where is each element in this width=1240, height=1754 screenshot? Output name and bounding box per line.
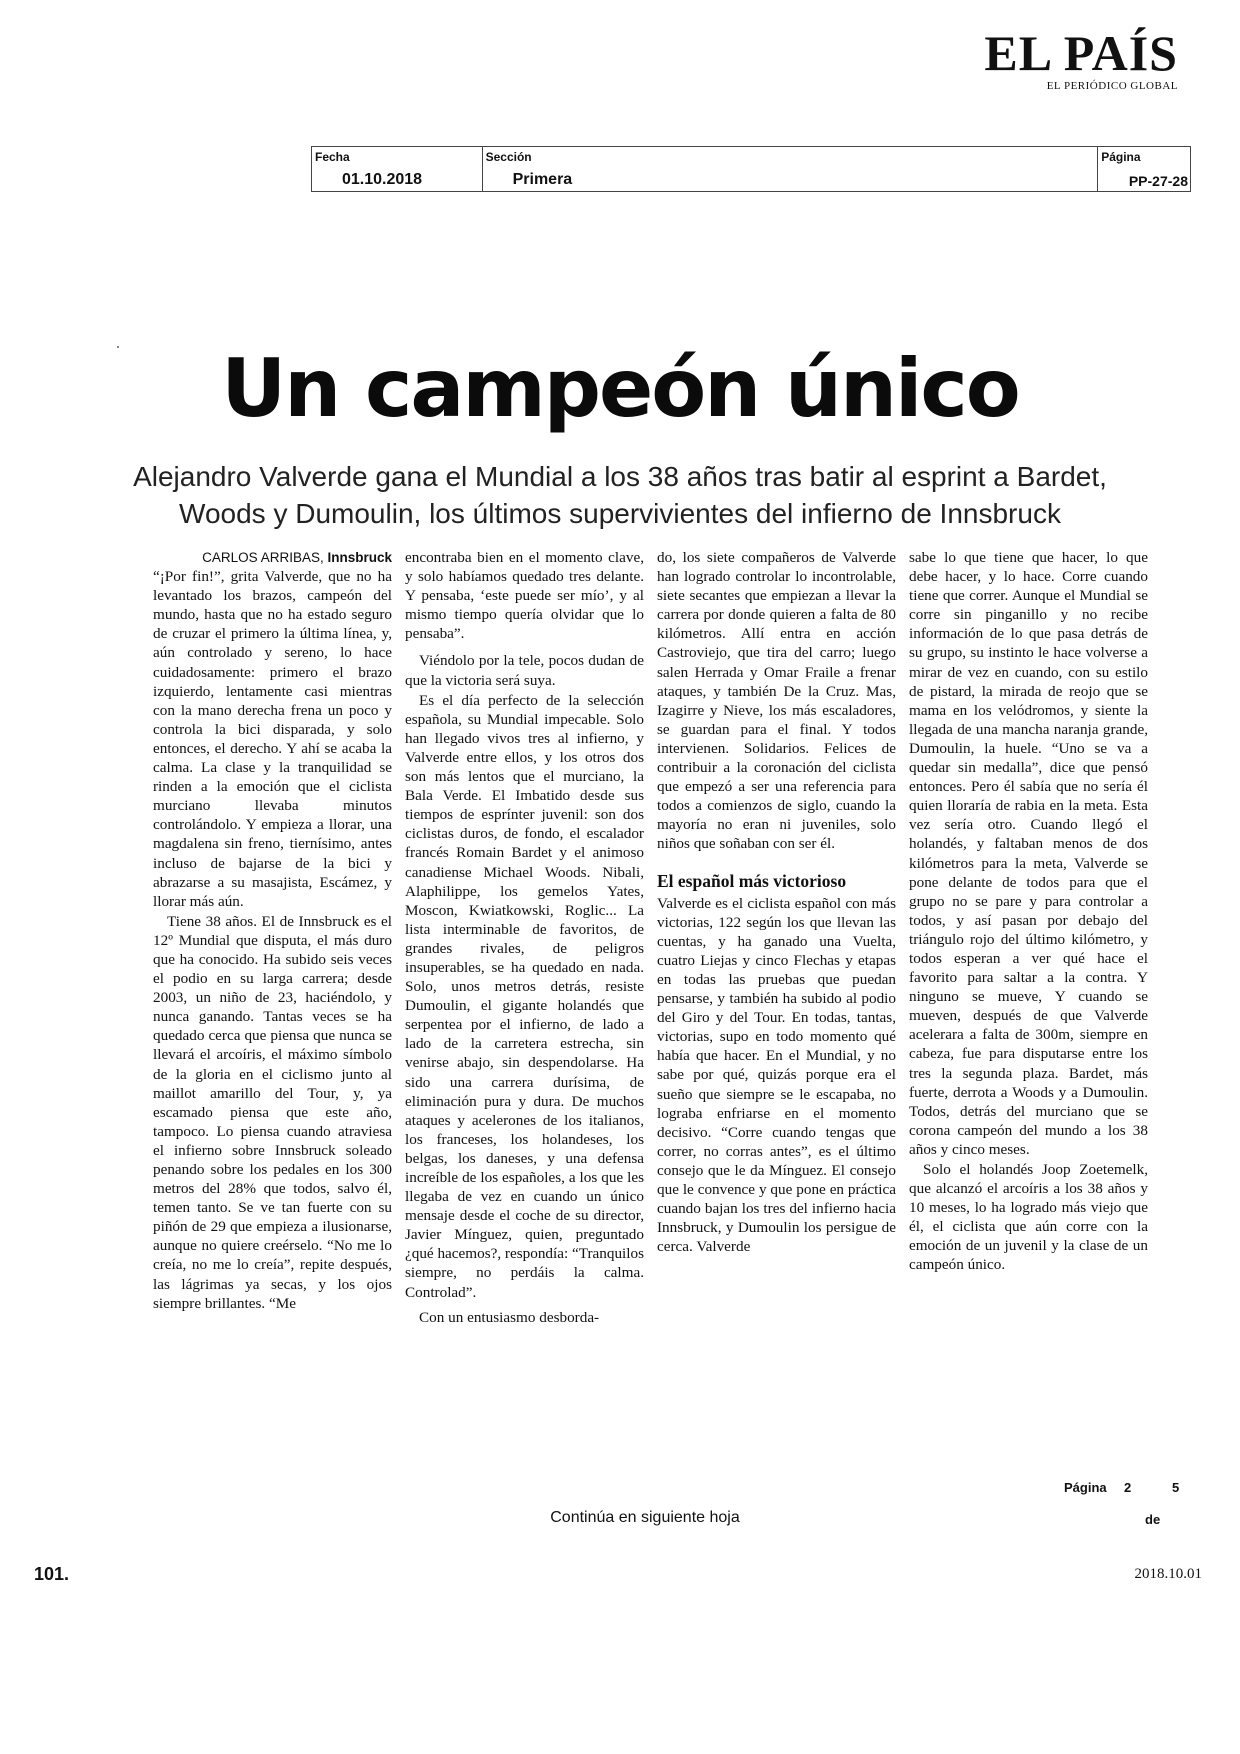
meta-fecha	[312, 147, 483, 191]
newspaper-tagline: EL PERIÓDICO GLOBAL	[1046, 80, 1178, 92]
meta-pagina-label: Página	[1101, 150, 1141, 164]
meta-seccion-label: Sección	[485, 150, 532, 164]
page-total: 5	[1172, 1480, 1180, 1495]
paragraph: sabe lo que tiene que hacer, lo que debe hacer, y lo hace. Corre cuando tiene que correr. Aunque el Mundial se corre sin pinganillo y no recibe información de lo que pasa detrás de su grupo, su instinto le hace volverse a mirar de vez en cuando, con su estilo de pistard, la mirada de reojo que se mama en los velódromos, y siente la llegada de una mancha naranja grande, Dumoulin, la huele. “Uno se va a quedar sin medalla”, dice que pensó entonces. Pero él sabía que no sería él quien lloraría de rabia en la meta. Esta vez sería otro. Cuando llegó el holandés, y faltaban menos de dos kilómetros para la meta, Valverde se pone delante de todos para que el grupo no se pare y para controlar a todos, y así pasan por debajo del triángulo rojo del último kilómetro, y todos esperan a ver qué hace el favorito para saltar a la contra. Y ninguno se mueve, Y cuando se mueven, después de que Valverde acelerara a falta de 300m, siempre en cabeza, fue para disputarse entre los tres la segunda plaza. Bardet, más fuerte, derrota a Woods y a Dumoulin. Todos, detrás del murciano que se corona campeón del mundo a los 38 años y cinco meses.	[909, 549, 1148, 1158]
page-counter	[1064, 1480, 1180, 1495]
paragraph: Solo el holandés Joop Zoetemelk, que alcanzó el arcoíris a los 38 años y 10 meses, lo ha logrado más viejo que él, el ciclista que aún corre con la emoción de un juvenil y la clase de un campeón único.	[909, 1161, 1148, 1274]
article-column-4	[909, 548, 1148, 1380]
meta-pagina-value: PP-27-28	[1128, 173, 1188, 189]
byline-place: Innsbruck	[327, 550, 392, 565]
footer-date: 2018.10.01	[1134, 1566, 1202, 1582]
newspaper-logo: EL PAÍS	[984, 25, 1178, 81]
article-headline: Un campeón único	[221, 342, 1019, 435]
article-column-2	[405, 548, 644, 1380]
meta-fecha-label: Fecha	[315, 150, 350, 164]
article-column-1	[153, 548, 392, 1380]
clipping-meta-box	[311, 146, 1191, 192]
byline	[153, 548, 392, 567]
page-current: 2	[1124, 1480, 1132, 1495]
paragraph: Con un entusiasmo desborda-	[419, 1308, 600, 1326]
paragraph: Valverde es el ciclista español con más victorias, 122 según los que llevan las cuentas, y ha ganado una Vuelta, cuatro Liejas y cinco Flechas y etapas en todas las pruebas que puedan pensarse, y también ha subido al podio del Giro y del Tour. En todas, tantas, victorias, supo en todo momento qué había que hacer. En el Mundial, y no sabe por qué, quizás porque era el sueño que siempre se le escapaba, no lograba enfriarse en el momento decisivo. “Corre cuando tengas que correr, no corras antes”, es el último consejo que le da Mínguez. El consejo que le convence y que pone en práctica cuando bajan los tres del infierno hacia Innsbruck, y Dumoulin los persigue de cerca. Valverde	[657, 894, 896, 1256]
article-body	[153, 548, 1153, 1380]
meta-seccion-value: Primera	[512, 171, 573, 188]
paragraph: encontraba bien en el momento clave, y solo habíamos quedado tres delante. Y pensaba, ‘este puede ser mío’, y al mismo tiempo quería olvidar que lo pensaba”.	[405, 549, 644, 643]
article-subhead: Alejandro Valverde gana el Mundial a los 38 años tras batir al esprint a Bardet, Woods y Dumoulin, los últimos supervivientes del infierno de Innsbruck	[133, 461, 1107, 529]
byline-author: CARLOS ARRIBAS,	[202, 550, 324, 565]
section-subtitle: El español más victorioso	[657, 870, 847, 891]
paragraph: “¡Por fin!”, grita Valverde, que no ha levantado los brazos, campeón del mundo, hasta que no ha estado seguro de cruzar el primero la última línea, y, aún controlado y sereno, lo hace cuidadosamente: primero el brazo izquierdo, lentamente casi mientras con la mano derecha frena un poco y controla la bici disparada, y solo entonces, el derecho. Y ahí se acaba la calma. La clase y la tranquilidad se rinden a la emoción que el ciclista murciano llevaba minutos controlándolo. Y empieza a llorar, una magdalena sin freno, tiernísimo, antes incluso de bajarse de la bici y abrazarse a su masajista, Escámez, y llorar más aún.	[153, 568, 392, 910]
meta-seccion	[483, 147, 1099, 191]
continues-note: Continúa en siguiente hoja	[550, 1509, 740, 1526]
paragraph: Tiene 38 años. El de Innsbruck es el 12º Mundial que disputa, el más duro que ha conocido. Ha subido seis veces el podio en su larga carrera; desde 2003, un niño de 23, haciéndolo, y nunca ganando. Tantas veces se ha quedado cerca que piensa que nunca se llevará el arcoíris, el máximo símbolo de la gloria en el ciclismo junto al maillot amarillo del Tour, y, ya escamado piensa que este año, tampoco. Lo piensa cuando atraviesa el infierno sobre Innsbruck soleado penando sobre los pedales en los 300 metros del 28% que todos, salvo él, temen tanto. Se ve tan fuerte con su piñón de 29 que empieza a ilusionarse, aunque no quiere creérselo. “No me lo creía, no me lo creía”, repite después, las lágrimas ya secas, y los ojos siempre brillantes. “Me	[153, 912, 392, 1312]
masthead	[984, 25, 1178, 92]
article-column-3	[657, 548, 896, 1380]
page-counter-label: Página	[1064, 1480, 1107, 1495]
paragraph: Es el día perfecto de la selección española, su Mundial impecable. Solo han llegado vivos tres al infierno, y Valverde entre ellos, y los otros dos son más lentos que el murciano, la Bala Verde. El Imbatido desde sus tiempos de esprínter juvenil: son dos ciclistas duros, de fondo, el escalador francés Romain Bardet y el animoso canadiense Michael Woods. Nibali, Alaphilippe, los gemelos Yates, Moscon, Kwiatkowski, Roglic... La lista interminable de favoritos, de grandes rivales, de peligros insuperables, se ha quedado en nada. Solo, unos metros detrás, resiste Dumoulin, el gigante holandés que serpentea por el infierno, de lado a lado de la carretera estrecha, sin venirse abajo, sin despendolarse. Ha sido una carrera durísima, de eliminación pura y dura. De muchos ataques y acelerones de los italianos, los franceses, los holandeses, los belgas, los daneses, y una defensa increíble de los españoles, a los que les llegaba de vez en cuando un único mensaje desde el coche de su director, Javier Mínguez, quien, preguntado ¿qué hacemos?, respondía: “Tranquilos siempre, no perdáis la calma. Controlad”.	[405, 691, 645, 1301]
paragraph: Viéndolo por la tele, pocos dudan de que la victoria será suya.	[405, 652, 644, 689]
paragraph: do, los siete compañeros de Valverde han logrado controlar lo incontrolable, siete secantes que empiezan a llevar la carrera por donde quieren a falta de 80 kilómetros. Allí entra en acción Castroviejo, que tira del carro; luego salen Herrada y Omar Fraile a frenar ataques, y también De la Cruz. Mas, Izagirre y Nieve, los más escaladores, se guardan para el final. Y todos intervienen. Solidarios. Felices de contribuir a la coronación del ciclista que empezó a ser una referencia para todos a comienzos de siglo, cuando la mayoría no eran ni juveniles, solo niños que soñaban con ser él.	[657, 549, 896, 853]
clipping-code: 101.	[34, 1564, 70, 1584]
page-counter-de: de	[1145, 1512, 1161, 1527]
meta-pagina	[1098, 147, 1190, 191]
meta-fecha-value: 01.10.2018	[342, 171, 423, 188]
